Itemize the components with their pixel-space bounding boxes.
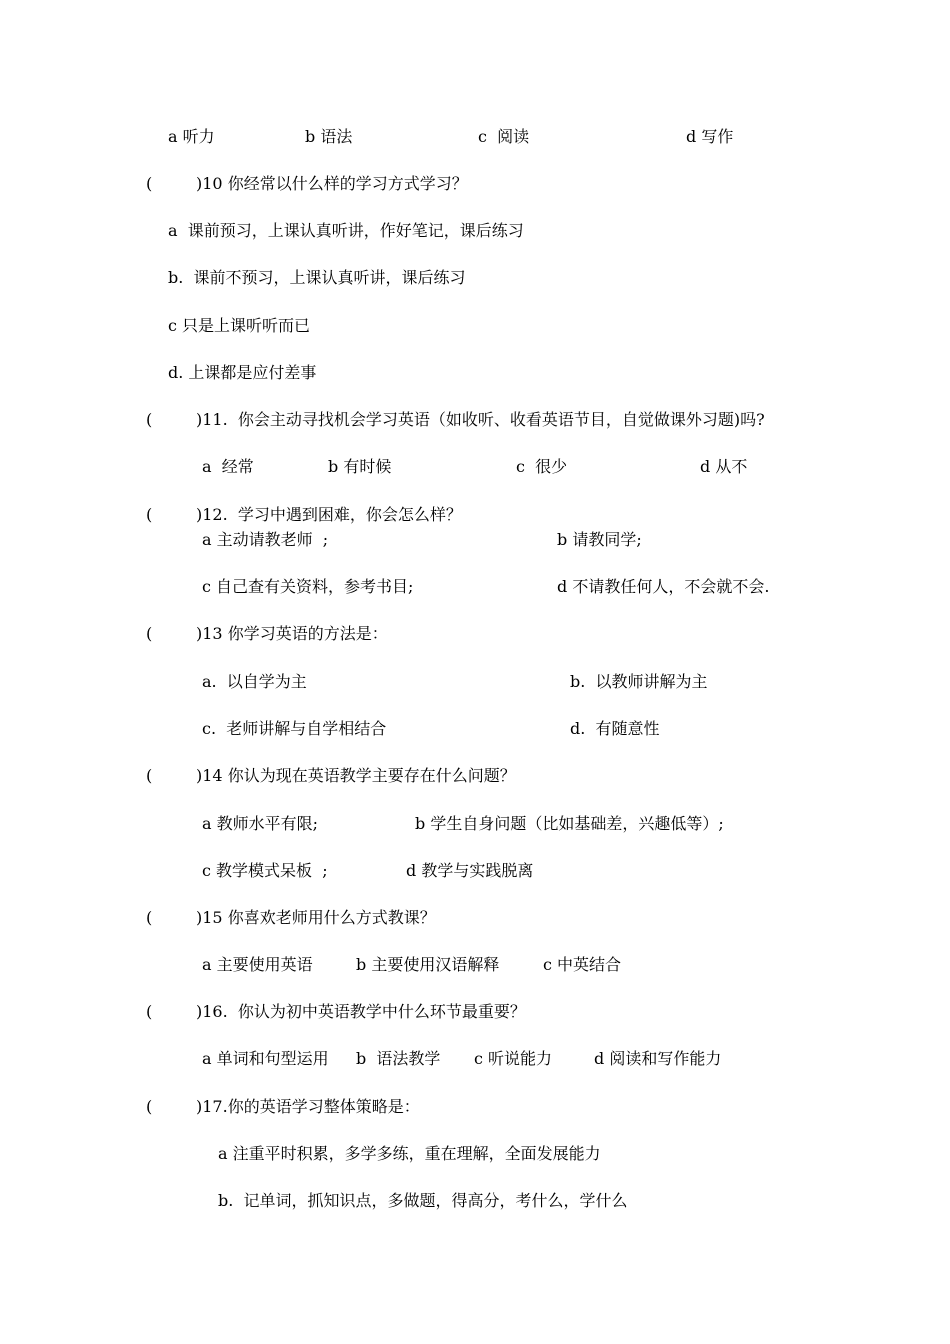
q16-answer-paren: ( <box>146 1002 153 1021</box>
q10-option-c: c 只是上课听听而已 <box>168 316 311 335</box>
q15-option-a: a 主要使用英语 <box>202 955 313 974</box>
q14-option-a: a 教师水平有限; <box>202 814 319 833</box>
q10-question: )10 你经常以什么样的学习方式学习？ <box>196 174 468 193</box>
q13-option-b: b. 以教师讲解为主 <box>570 672 708 691</box>
q16-question: )16. 你认为初中英语教学中什么环节最重要？ <box>196 1002 526 1021</box>
q11-option-c: c 很少 <box>516 457 568 476</box>
q17-option-a: a 注重平时积累，多学多练，重在理解，全面发展能力 <box>218 1144 601 1163</box>
q11-answer-paren: ( <box>146 410 153 429</box>
q10-option-b: b. 课前不预习，上课认真听讲，课后练习 <box>168 268 466 287</box>
q10-option-d: d. 上课都是应付差事 <box>168 363 317 382</box>
q15-answer-paren: ( <box>146 908 153 927</box>
q12-option-d: d 不请教任何人，不会就不会. <box>557 577 770 596</box>
q9-option-d: d 写作 <box>686 127 734 146</box>
q9-option-b: b 语法 <box>305 127 353 146</box>
q12-answer-paren: ( <box>146 505 153 524</box>
q11-option-b: b 有时候 <box>328 457 392 476</box>
q17-option-b: b. 记单词，抓知识点，多做题，得高分，考什么，学什么 <box>218 1191 628 1210</box>
q16-option-a: a 单词和句型运用 <box>202 1049 329 1068</box>
q10-option-a: a 课前预习，上课认真听讲，作好笔记，课后练习 <box>168 221 524 240</box>
q12-option-b: b 请教同学; <box>557 530 642 549</box>
q17-question: )17.你的英语学习整体策略是： <box>196 1097 420 1116</box>
q10-answer-paren: ( <box>146 174 153 193</box>
q13-option-d: d. 有随意性 <box>570 719 660 738</box>
q12-option-c: c 自己查有关资料，参考书目; <box>202 577 414 596</box>
q13-question: )13 你学习英语的方法是： <box>196 624 388 643</box>
q15-option-c: c 中英结合 <box>543 955 622 974</box>
q15-option-b: b 主要使用汉语解释 <box>356 955 500 974</box>
q14-question: )14 你认为现在英语教学主要存在什么问题？ <box>196 766 516 785</box>
q16-option-d: d 阅读和写作能力 <box>594 1049 722 1068</box>
q13-option-a: a. 以自学为主 <box>202 672 307 691</box>
q11-question: )11. 你会主动寻找机会学习英语（如收听、收看英语节目，自觉做课外习题)吗? <box>196 410 765 429</box>
q13-answer-paren: ( <box>146 624 153 643</box>
q16-option-b: b 语法教学 <box>356 1049 441 1068</box>
q14-option-c: c 教学模式呆板 ; <box>202 861 328 880</box>
q14-answer-paren: ( <box>146 766 153 785</box>
q11-option-d: d 从不 <box>700 457 748 476</box>
q9-option-c: c 阅读 <box>478 127 530 146</box>
q16-option-c: c 听说能力 <box>474 1049 553 1068</box>
q17-answer-paren: ( <box>146 1097 153 1116</box>
q9-option-a: a 听力 <box>168 127 215 146</box>
q11-option-a: a 经常 <box>202 457 254 476</box>
q14-option-d: d 教学与实践脱离 <box>406 861 534 880</box>
q14-option-b: b 学生自身问题（比如基础差，兴趣低等）; <box>415 814 724 833</box>
q12-question: )12. 学习中遇到困难，你会怎么样？ <box>196 505 462 524</box>
q13-option-c: c. 老师讲解与自学相结合 <box>202 719 387 738</box>
q15-question: )15 你喜欢老师用什么方式教课？ <box>196 908 436 927</box>
q12-option-a: a 主动请教老师 ; <box>202 530 329 549</box>
